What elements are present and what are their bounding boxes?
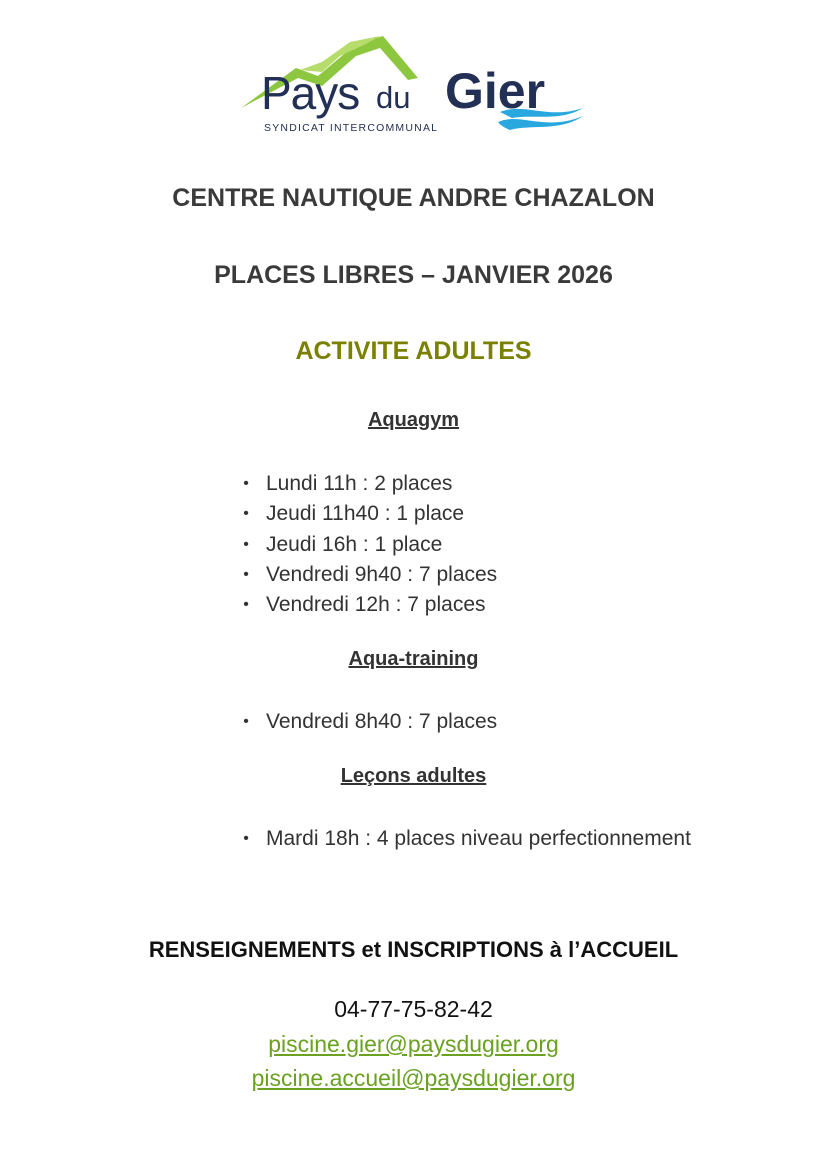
email-link-accueil[interactable]: piscine.accueil@paysdugier.org [251, 1065, 576, 1091]
list-item: • Lundi 11h : 2 places [243, 472, 453, 495]
aqua-training-list [240, 707, 497, 737]
list-item: • Vendredi 12h : 7 places [243, 593, 486, 617]
logo-gier: Gier [445, 63, 546, 119]
list-item: • Jeudi 11h40 : 1 place [243, 502, 465, 526]
aquagym-list [240, 469, 497, 620]
group-heading-aqua-training: Aqua-training [348, 648, 479, 670]
list-item: • Mardi 18h : 4 places niveau perfectionnement [243, 827, 691, 850]
list-item: • Vendredi 9h40 : 7 places [243, 562, 498, 586]
list-item: • Jeudi 16h : 1 place [243, 532, 443, 556]
list-item: • Vendredi 8h40 : 7 places [243, 710, 498, 733]
section-heading: ACTIVITE ADULTES [295, 337, 532, 365]
group-heading-aquagym: Aquagym [367, 409, 460, 431]
page-subtitle: PLACES LIBRES – JANVIER 2026 [214, 261, 613, 289]
lecons-adultes-list [240, 824, 691, 854]
info-heading: RENSEIGNEMENTS et INSCRIPTIONS à l’ACCUEIL [148, 937, 679, 962]
logo-subtitle: SYNDICAT INTERCOMMUNAL [264, 122, 439, 134]
email-link-gier[interactable]: piscine.gier@paysdugier.org [268, 1031, 559, 1057]
group-heading-lecons-adultes: Leçons adultes [340, 765, 487, 787]
page-title: CENTRE NAUTIQUE ANDRE CHAZALON [172, 184, 655, 212]
phone-number: 04-77-75-82-42 [334, 996, 493, 1022]
logo-du: du [376, 80, 411, 115]
logo-pays: Pays [261, 67, 360, 119]
